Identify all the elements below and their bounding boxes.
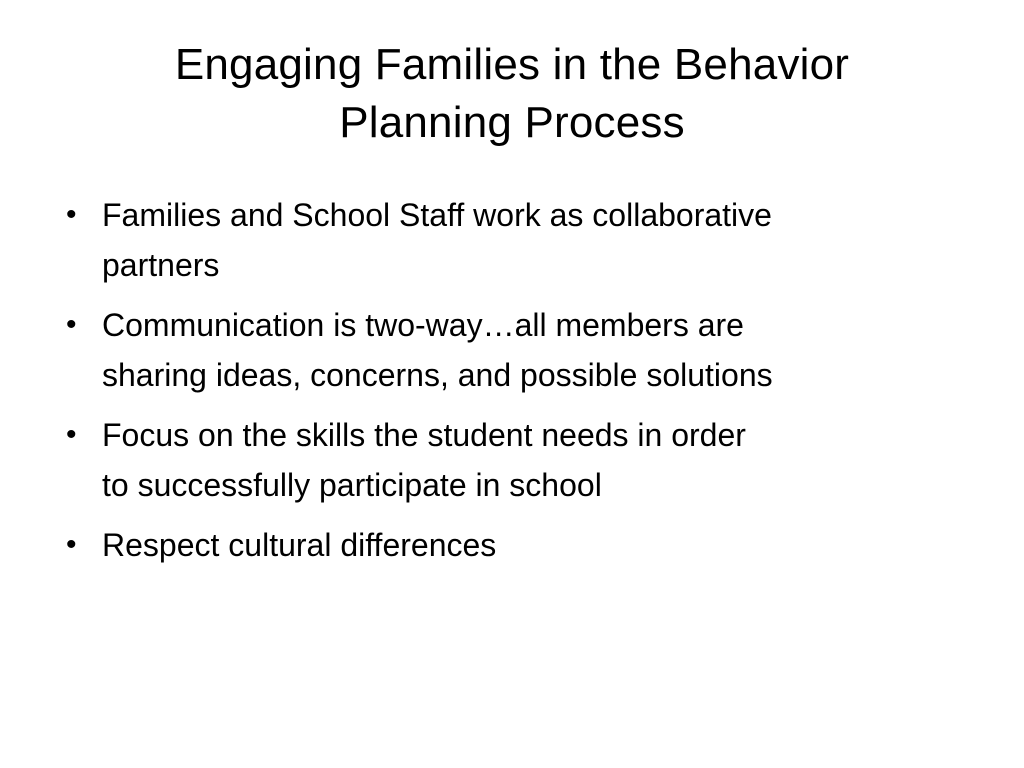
bullet-text-line: to successfully participate in school xyxy=(102,467,602,503)
slide-title-line-1: Engaging Families in the Behavior xyxy=(174,40,850,89)
bullet-text-line: Communication is two-way…all members are xyxy=(102,307,744,343)
bullet-text-line: partners xyxy=(102,247,220,283)
bullet-text-line: Families and School Staff work as collaborative xyxy=(102,197,772,233)
bullet-text-line: sharing ideas, concerns, and possible solutions xyxy=(102,357,773,393)
bullet-icon: • xyxy=(66,308,77,341)
bullet-icon: • xyxy=(66,528,77,561)
bullet-text-line: Focus on the skills the student needs in order xyxy=(102,417,746,453)
bullet-item-cultural-differences xyxy=(56,520,986,570)
bullet-item-student-skills xyxy=(56,410,986,510)
bullet-text-line: Respect cultural differences xyxy=(102,527,497,563)
slide-title-line-2: Planning Process xyxy=(339,98,685,147)
bullet-item-two-way-communication xyxy=(56,300,986,400)
bullet-list xyxy=(56,190,986,580)
bullet-icon: • xyxy=(66,418,77,451)
bullet-icon: • xyxy=(66,198,77,231)
bullet-item-collaborative-partners xyxy=(56,190,986,290)
slide-title xyxy=(40,36,984,152)
